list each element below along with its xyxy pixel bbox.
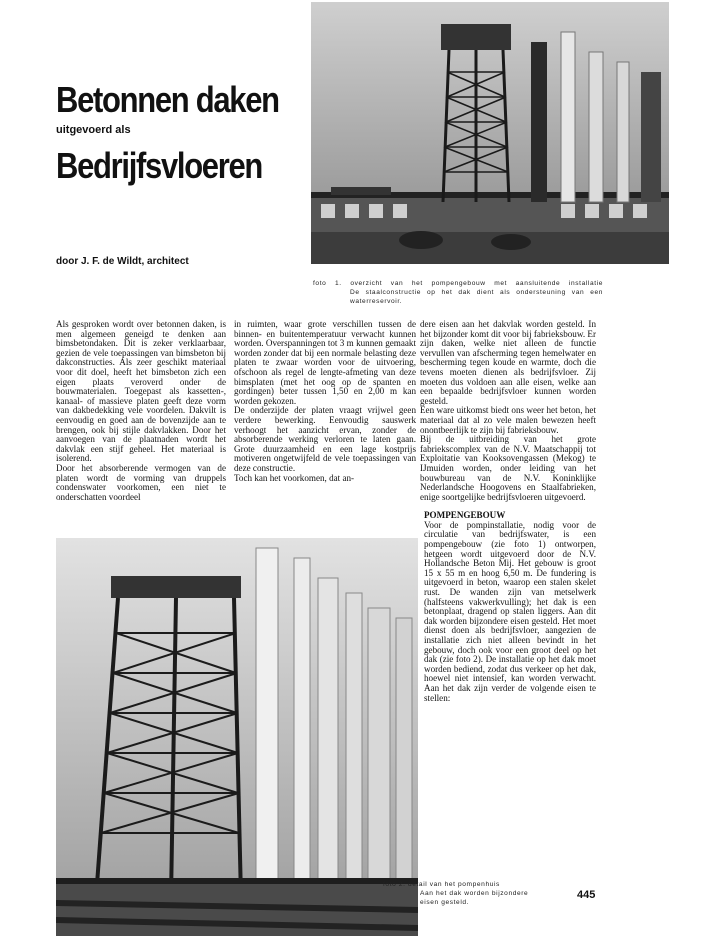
page-number: 445	[577, 889, 596, 901]
column3-paragraph-1: dere eisen aan het dakvlak worden gesteld. In het bijzonder komt dit voor bij fabrieksbouw. Er zijn daken, welke niet alleen de functie vervullen van afscherming tegen hemelwater en bescherming tegen koude en warmte, doch die tevens moeten dienen als bedrijfsvloer. Zij moeten dus voldoen aan alle eisen, welke aan een bepaalde bedrijfsvloer kunnen worden gesteld.	[420, 319, 596, 406]
photo-pumphouse-detail	[56, 538, 418, 936]
column3-paragraph-4: Voor de pompinstallatie, nodig voor de circulatie van bedrijfswater, is een pompengebouw (zie foto 1) ontworpen, hetgeen wordt uitgevoerd door de N.V. Hollandsche Beton Mij. Het gebouw is groot 15 x 55 m en hoog 6,50 m. De fundering is uitgevoerd in beton, waarop een stalen skelet rust. De wanden zijn van metselwerk (halfsteens vakwerkvulling); het dak is een betonplaat, dragend op stalen liggers. Aan dit dak worden bijzondere eisen gesteld. Het moet dienst doen als bedrijfsvloer, aangezien de installatie zich niet alleen bevindt in het gebouw, doch ook voor een groot deel op het dak (zie foto 2). De installatie op het dak moet worden bediend, zodat dus verkeer op het dak, hoewel niet intensief, kan worden verwacht. Aan het dak zijn verder de volgende eisen te stellen:	[424, 519, 596, 703]
column2-paragraph-2: De onderzijde der platen vraagt vrijwel geen verdere bewerking. Eenvoudig sauswerk verhoogt het aanzicht ervan, zonder de absorberende werking verloren te laten gaan. Grote duurzaamheid en een lage kostprijs motiveren ongetwijfeld de vele toepassingen van deze constructie.	[234, 405, 416, 473]
column3-paragraph-2: Een ware uitkomst biedt ons weer het beton, het materiaal dat al zo vele malen bewezen heeft onontbeerlijk te zijn bij fabrieksbouw.	[420, 405, 596, 435]
article-title-line2: Bedrijfsvloeren	[56, 145, 263, 186]
article-subtitle: uitgevoerd als	[56, 124, 131, 136]
photo1-caption-line1: foto 1. overzicht van het pompengebouw met aansluitende installatie	[313, 280, 603, 287]
column1-paragraph-2: Door het absorberende vermogen van de platen wordt de vorming van druppels condenswater voorkomen, een niet te onderschatten voordeel	[56, 462, 226, 502]
section-heading-pompengebouw: POMPENGEBOUW	[424, 510, 506, 521]
column2-paragraph-1: in ruimten, waar grote verschillen tussen de binnen- en buitentemperatuur verwacht kunnen worden. Overspanningen tot 3 m kunnen gemaakt worden zonder dat bij een normale belasting deze platen te zwaar worden voor de uitvoering, ofschoon als regel de lengte-afmeting van deze bimsplaten (met het oog op de spanten en gordingen) beter tussen 1,50 en 2,00 m kan worden gekozen.	[234, 319, 416, 406]
photo1-caption	[313, 279, 603, 306]
photo2-caption-line2: Aan het dak worden bijzondere	[420, 890, 529, 897]
column2-paragraph-3: Toch kan het voorkomen, dat an-	[234, 472, 355, 483]
article-title-line1: Betonnen daken	[56, 79, 279, 120]
column-1	[56, 320, 226, 502]
article-byline: door J. F. de Wildt, architect	[56, 256, 189, 267]
column1-paragraph-1: Als gesproken wordt over betonnen daken, is men algemeen geneigd te denken aan bimsbetondaken. Dit is zeker verklaarbaar, gezien de vele toepassingen van bimsbeton bij dakconstructies. Als zeer geschikt materiaal voor dit doel, heeft het bimsbeton zich een eigen plaats veroverd onder de bouwmaterialen. Toegepast als kassetten-, kanaal- of massieve platen geeft deze vorm van dakbedekking vele voordelen. Dakvilt is eenvoudig en goed aan de bovenzijde aan te brengen, ook bij stijle dakvlakken. Door het aanvoegen van de plaatnaden wordt het dakvlak een stijf geheel. Het materiaal is isolerend.	[56, 319, 226, 464]
photo1-caption-line2: De staalconstructie op het dak dient als ondersteuning van een	[350, 289, 603, 296]
column3-paragraph-3: Bij de uitbreiding van het grote fabriekscomplex van de N.V. Maatschappij tot Exploitatie van Kooksovengassen (Mekog) te IJmuiden worden, onder leiding van het bouwbureau van de N.V. Koninklijke Nederlandsche Hoogovens en Staalfabrieken, enige soortgelijke bedrijfsvloeren uitgevoerd.	[420, 434, 596, 502]
photo2-caption-line3: eisen gesteld.	[420, 899, 470, 906]
column-2	[234, 320, 416, 483]
photo2-caption-line1: foto 2. detail van het pompenhuis	[383, 881, 500, 888]
photo2-caption	[383, 880, 543, 907]
column-3	[420, 320, 596, 703]
photo-pumping-station-overview	[311, 2, 669, 264]
photo1-caption-line3: waterreservoir.	[350, 298, 403, 305]
